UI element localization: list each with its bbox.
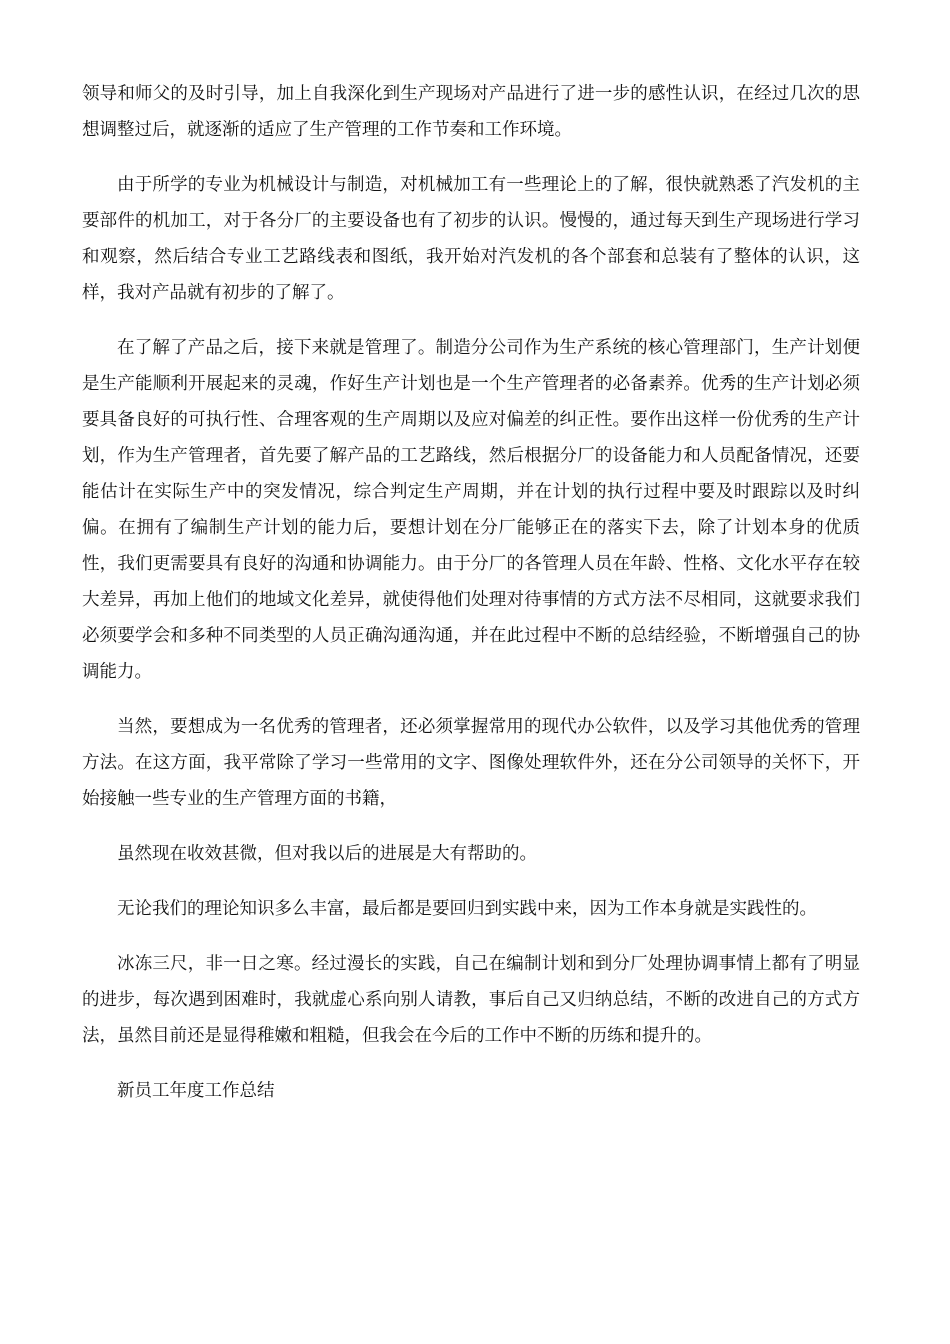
paragraph-progress: 冰冻三尺，非一日之寒。经过漫长的实践，自己在编制计划和到分厂处理协调事情上都有了明显的进步，每次遇到困难时，我就虚心系向别人请教，事后自己又归纳总结，不断的改进自己的方式方法，虽然目前还是显得稚嫩和粗糙，但我会在今后的工作中不断的历练和提升的。 [82, 954, 860, 1046]
paragraph-continued: 领导和师父的及时引导，加上自我深化到生产现场对产品进行了进一步的感性认识，在经过几次的思想调整过后，就逐渐的适应了生产管理的工作节奏和工作环境。 [82, 84, 860, 140]
paragraph-small-effect: 虽然现在收效甚微，但对我以后的进展是大有帮助的。 [117, 844, 537, 864]
paragraph-major-background: 由于所学的专业为机械设计与制造，对机械加工有一些理论上的了解，很快就熟悉了汽发机的主要部件的机加工，对于各分厂的主要设备也有了初步的认识。慢慢的，通过每天到生产现场进行学习和观察，然后结合专业工艺路线表和图纸，我开始对汽发机的各个部套和总装有了整体的认识，这样，我对产品就有初步的了解了。 [82, 175, 860, 303]
paragraph-production-planning: 在了解了产品之后，接下来就是管理了。制造分公司作为生产系统的核心管理部门，生产计划便是生产能顺利开展起来的灵魂，作好生产计划也是一个生产管理者的必备素养。优秀的生产计划必须要具备良好的可执行性、合理客观的生产周期以及应对偏差的纠正性。要作出这样一份优秀的生产计划，作为生产管理者，首先要了解产品的工艺路线，然后根据分厂的设备能力和人员配备情况，还要能估计在实际生产中的突发情况，综合判定生产周期，并在计划的执行过程中要及时跟踪以及时纠偏。在拥有了编制生产计划的能力后，要想计划在分厂能够正在的落实下去，除了计划本身的优质性，我们更需要具有良好的沟通和协调能力。由于分厂的各管理人员在年龄、性格、文化水平存在较大差异，再加上他们的地域文化差异，就使得他们处理对待事情的方式方法不尽相同，这就要求我们必须要学会和多种不同类型的人员正确沟通沟通，并在此过程中不断的总结经验，不断增强自己的协调能力。 [82, 338, 860, 682]
paragraph-theory-practice: 无论我们的理论知识多么丰富，最后都是要回归到实践中来，因为工作本身就是实践性的。 [117, 899, 817, 919]
document-body [82, 76, 860, 1128]
section-heading: 新员工年度工作总结 [117, 1081, 275, 1101]
paragraph-office-software: 当然，要想成为一名优秀的管理者，还必须掌握常用的现代办公软件，以及学习其他优秀的管理方法。在这方面，我平常除了学习一些常用的文字、图像处理软件外，还在分公司领导的关怀下，开始接触一些专业的生产管理方面的书籍， [82, 717, 860, 809]
